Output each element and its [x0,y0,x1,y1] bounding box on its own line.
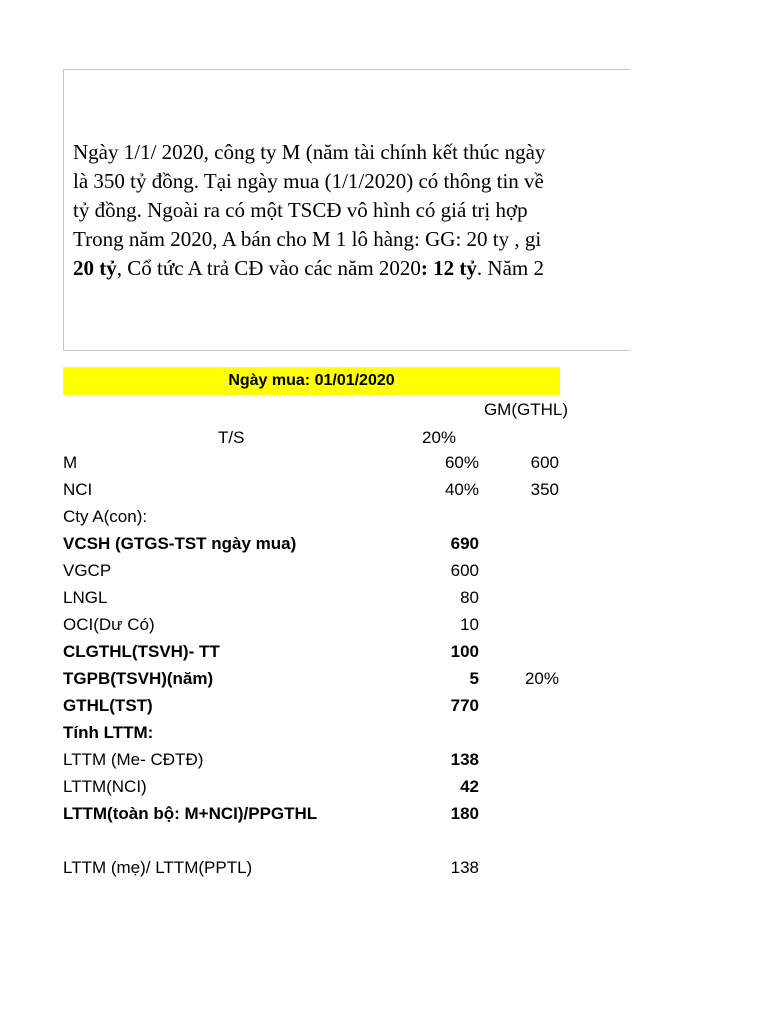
row-value: 138 [450,750,479,769]
row-label: VCSH (GTGS-TST ngày mua) [63,534,297,553]
intro-bold-value-1: 20 tỷ [73,256,117,280]
row-value: 40% [444,480,479,499]
row-label: LTTM (mẹ)/ LTTM(PPTL) [63,858,253,877]
row-value: 770 [450,696,479,715]
page-edge-mask [630,60,768,360]
row-value: 180 [450,804,479,823]
intro-line-5 [73,254,663,283]
ts-header: T/S [218,428,245,447]
row-value: 600 [450,561,479,580]
row-label: Tính LTTM: [63,723,154,742]
intro-text-end: . Năm 2 [476,256,544,280]
purchase-date-banner: Ngày mua: 01/01/2020 [63,367,560,395]
row-label: LNGL [63,588,108,607]
row-extra-value: 600 [530,453,559,472]
intro-bold-value-2: : 12 tỷ [420,256,477,280]
pct-header: 20% [422,428,457,447]
row-value: 138 [450,858,479,877]
row-value: 80 [460,588,479,607]
intro-text-mid: , Cổ tức A trả CĐ vào các năm 2020 [116,256,421,280]
row-label: TGPB(TSVH)(năm) [63,669,214,688]
row-value: 60% [444,453,479,472]
row-label: LTTM (Me- CĐTĐ) [63,750,204,769]
intro-line-4: Trong năm 2020, A bán cho M 1 lô hàng: GG: 20 ty , gi [73,227,542,251]
row-label: LTTM(NCI) [63,777,147,796]
row-label: LTTM(toàn bộ: M+NCI)/PPGTHL [63,804,318,823]
row-value: 42 [460,777,479,796]
intro-line-1: Ngày 1/1/ 2020, công ty M (năm tài chính kết thúc ngày [73,140,546,164]
row-label: OCI(Dư Có) [63,615,155,634]
row-extra-value: 350 [530,480,559,499]
gm-gthl-header: GM(GTHL) [483,400,568,419]
row-value: 100 [450,642,479,661]
row-value: 5 [469,669,479,688]
row-label: M [63,453,78,472]
row-label: CLGTHL(TSVH)- TT [63,642,220,661]
row-value: 10 [460,615,479,634]
problem-paragraph [73,138,663,283]
row-label: Cty A(con): [63,507,148,526]
intro-line-2: là 350 tỷ đồng. Tại ngày mua (1/1/2020) có thông tin về [73,169,544,193]
row-label: VGCP [63,561,112,580]
row-label: GTHL(TST) [63,696,153,715]
row-label: NCI [63,480,93,499]
row-extra-value: 20% [524,669,559,688]
problem-textbox [63,69,663,351]
row-value: 690 [450,534,479,553]
intro-line-3: tỷ đồng. Ngoài ra có một TSCĐ vô hình có giá trị hợp [73,198,528,222]
